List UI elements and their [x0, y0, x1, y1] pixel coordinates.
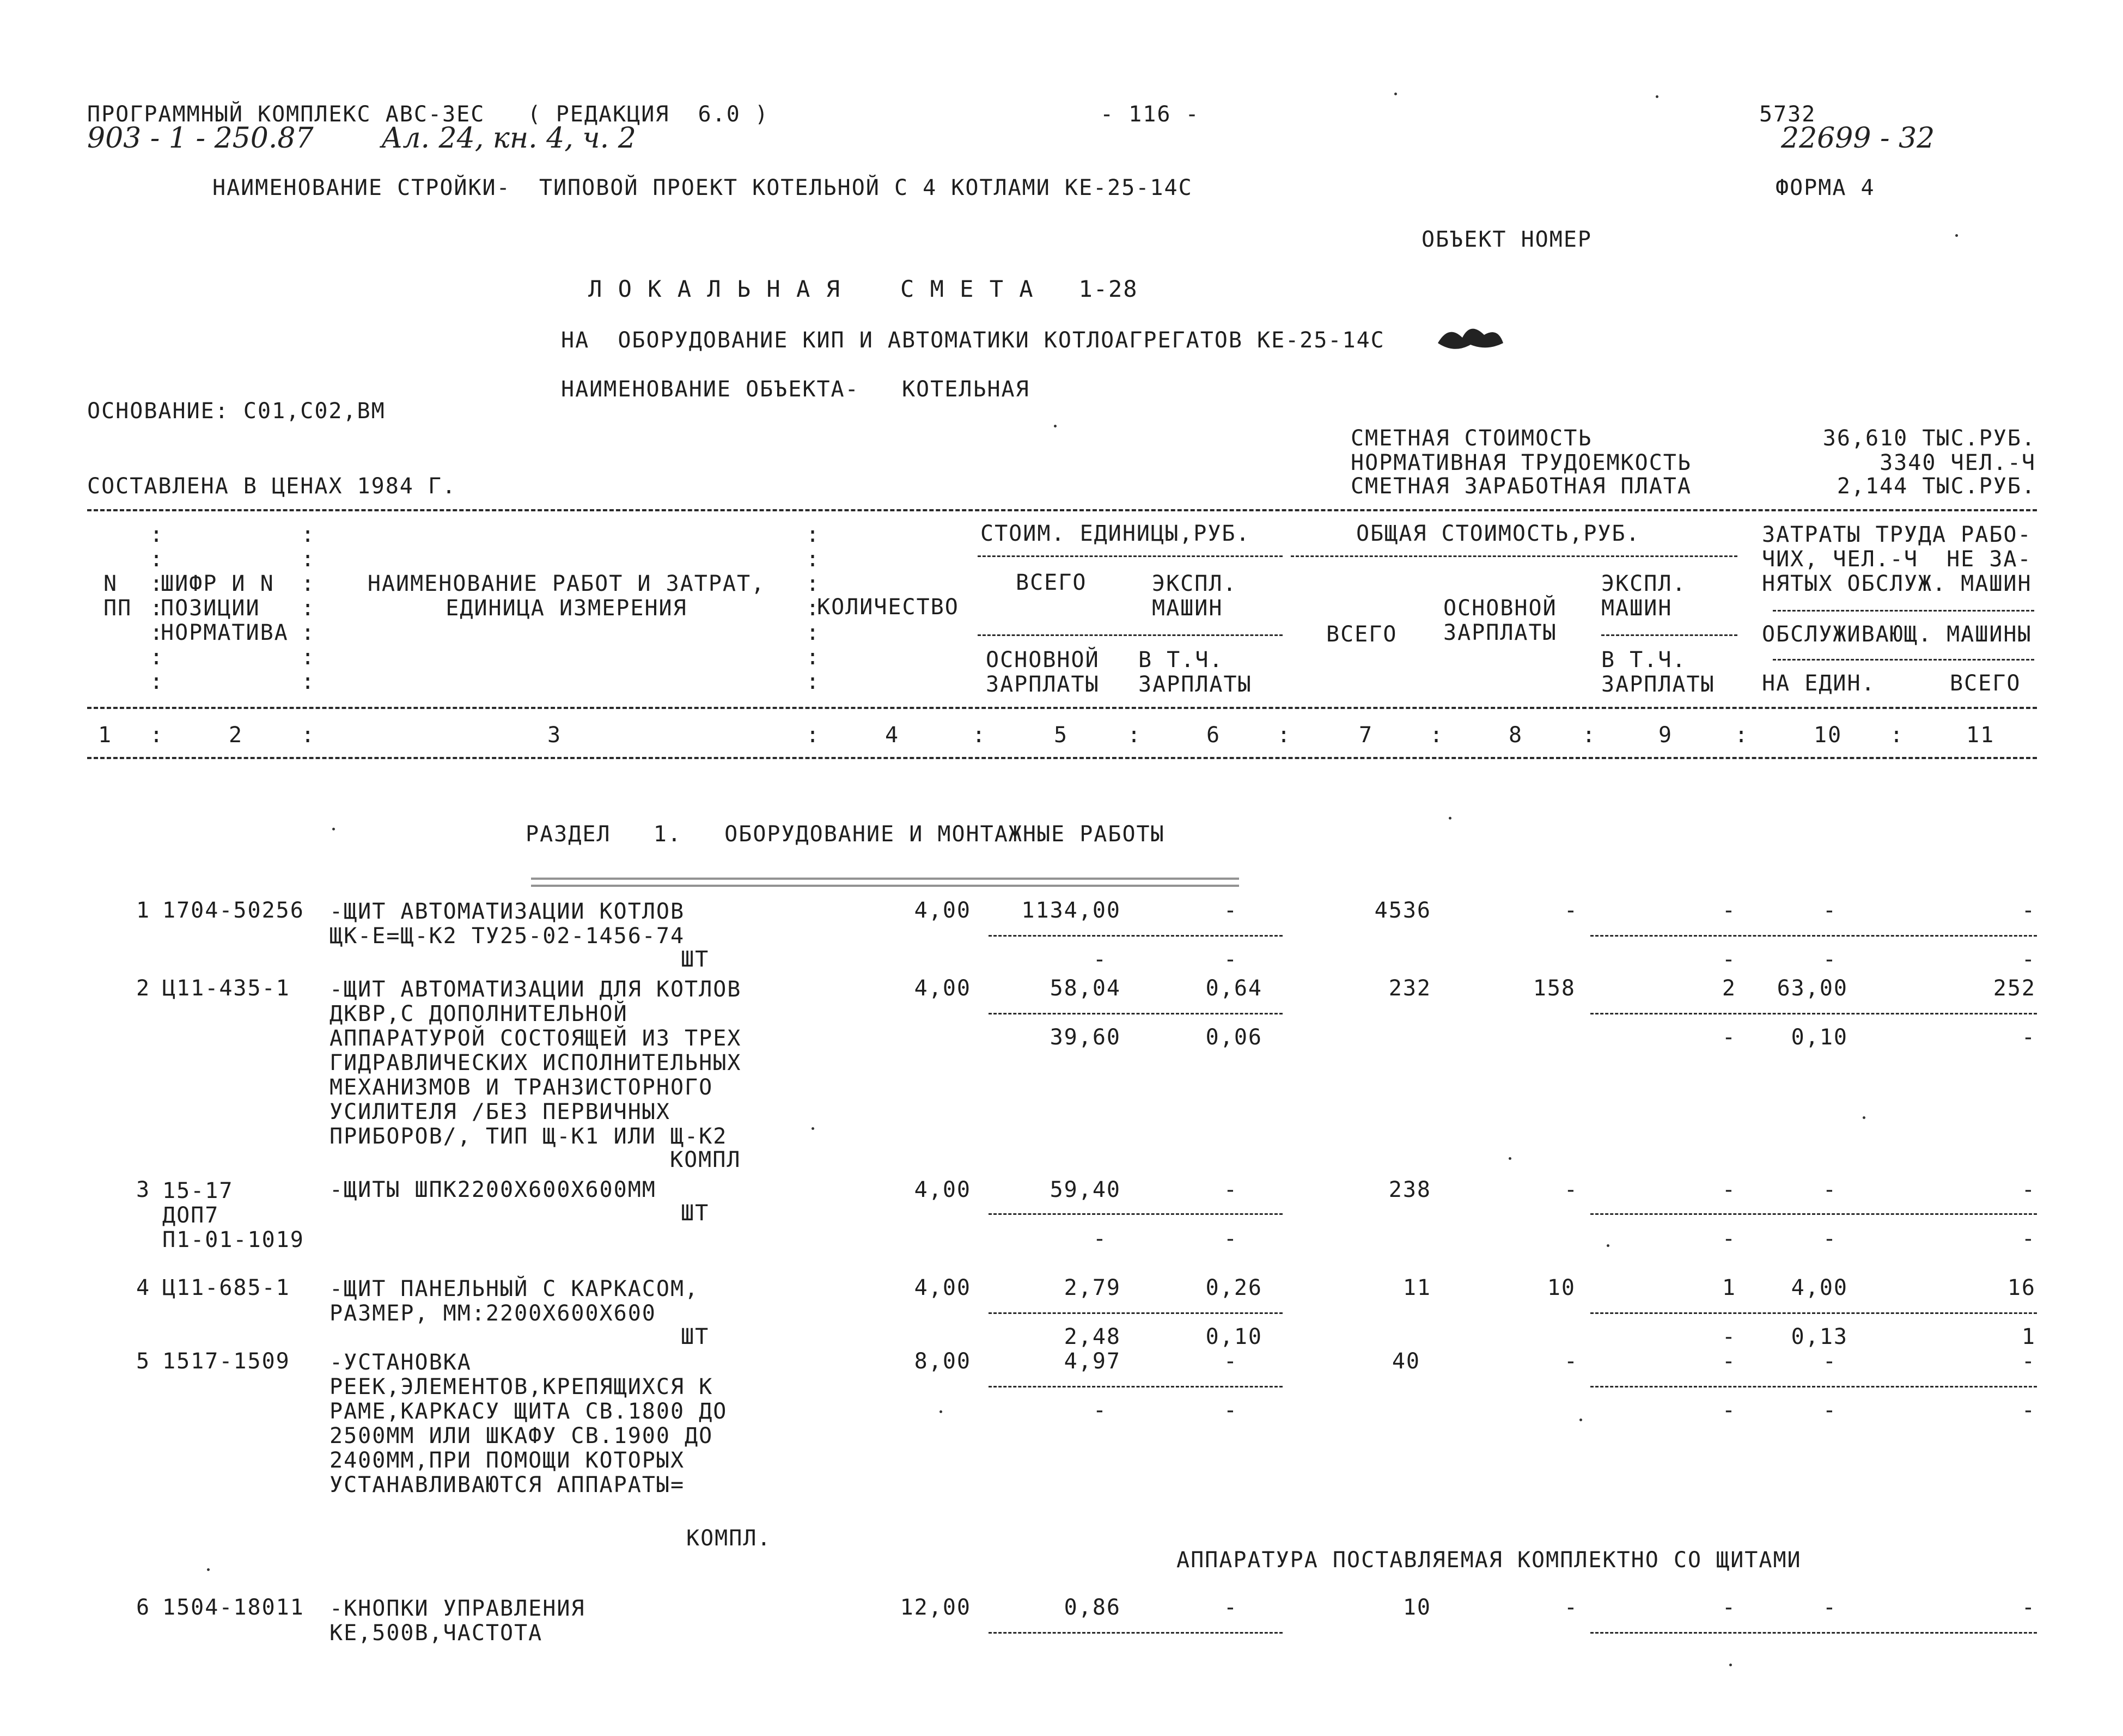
scan-speck [1863, 1116, 1865, 1119]
row-total-machines: 1 [1722, 1275, 1736, 1300]
row-number: 1 [136, 898, 151, 923]
row-total-mach-wage: - [1722, 947, 1736, 972]
row-total-machines: 2 [1722, 976, 1736, 1001]
row-unit-total: 0,86 [1064, 1595, 1121, 1620]
colnum-1: 1 [98, 723, 113, 748]
row-total-wage: - [1564, 898, 1578, 923]
colnum-4: 4 [885, 723, 900, 748]
row-unit-machines: - [1223, 1595, 1238, 1620]
sep-a: : : : : : : : [150, 522, 164, 694]
row-code: 1504-18011 [162, 1595, 304, 1620]
row-labor-unit: - [1822, 1177, 1837, 1202]
row-unit-mach-wage: - [1223, 1398, 1238, 1423]
section-underline-2 [531, 885, 1239, 887]
row-code: Ц11-435-1 [162, 976, 290, 1001]
row-labor-total: 16 [2007, 1275, 2036, 1300]
row-name: -КНОПКИ УПРАВЛЕНИЯ КЕ,500В,ЧАСТОТА [330, 1596, 585, 1646]
estimate-subject: НА ОБОРУДОВАНИЕ КИП И АВТОМАТИКИ КОТЛОАГРЕГАТОВ КЕ-25-14С [561, 328, 1385, 353]
section-underline [531, 878, 1239, 879]
hdr-rule-unit2 [978, 634, 1283, 636]
row-name: -ЩИТ АВТОМАТИЗАЦИИ ДЛЯ КОТЛОВ ДКВР,С ДОПОЛНИТЕЛЬНОЙ АППАРАТУРОЙ СОСТОЯЩЕЙ ИЗ ТРЕХ ГИДРАВЛИЧЕСКИХ ИСПОЛНИТЕЛЬНЫХ МЕХАНИЗМОВ И ТРАНЗИСТОРНОГО УСИЛИТЕЛЯ /БЕЗ ПЕРВИЧНЫХ ПРИБОРОВ/, ТИП Щ-К1 ИЛИ Щ-К2 [330, 977, 742, 1149]
header-unit-incl-wage: В Т.Ч. ЗАРПЛАТЫ [1138, 647, 1252, 697]
colnum-11: 11 [1966, 723, 1995, 748]
row-quantity: 4,00 [914, 976, 971, 1001]
hdr-rule-unit [978, 555, 1283, 557]
colnum-8: 8 [1509, 723, 1523, 748]
header-unit-machines: ЭКСПЛ. МАШИН [1152, 571, 1237, 621]
row-total-mach-wage: - [1722, 1226, 1736, 1251]
row-unit-mach-wage: 0,10 [1205, 1324, 1262, 1349]
hdr-rule-labor2 [1773, 659, 2034, 661]
row-labor-total-service: - [2021, 1025, 2036, 1050]
header-unit-total: ВСЕГО [1016, 570, 1087, 595]
row-name: -УСТАНОВКА РЕЕК,ЭЛЕМЕНТОВ,КРЕПЯЩИХСЯ К РАМЕ,КАРКАСУ ЩИТА СВ.1800 ДО 2500ММ ИЛИ ШКАФУ СВ.1900 ДО 2400ММ,ПРИ ПОМОЩИ КОТОРЫХ УСТАНАВЛИВАЮТСЯ АППАРАТЫ= [330, 1350, 728, 1497]
row-number: 3 [136, 1177, 151, 1202]
row-labor-total: - [2021, 1349, 2036, 1374]
form-label: ФОРМА 4 [1776, 175, 1875, 200]
header-total-incl-wage: В Т.Ч. ЗАРПЛАТЫ [1601, 647, 1715, 697]
row-total: 232 [1388, 976, 1431, 1001]
row-quantity: 4,00 [914, 1275, 971, 1300]
header-total-all: ВСЕГО [1326, 622, 1398, 647]
colnum-sep: : [150, 723, 164, 748]
row-labor-unit: 63,00 [1777, 976, 1848, 1001]
row-total: 238 [1388, 1177, 1431, 1202]
scan-speck [1449, 817, 1451, 820]
row-total-wage: 10 [1547, 1275, 1576, 1300]
row-code: 15-17 ДОП7 П1-01-1019 [162, 1178, 304, 1252]
summary-label-cost: СМЕТНАЯ СТОИМОСТЬ [1351, 426, 1593, 451]
summary-value-cost: 36,610 ТЫС.РУБ. [1822, 426, 2036, 451]
page-number: - 116 - [1100, 102, 1200, 127]
compiled-prices: СОСТАВЛЕНА В ЦЕНАХ 1984 Г. [87, 474, 457, 499]
colnum-9: 9 [1658, 723, 1673, 748]
row-unit-machines: - [1223, 1177, 1238, 1202]
row-unit: КОМПЛ [670, 1147, 741, 1172]
header-top-rule [87, 509, 2037, 511]
column-numbers-rule [87, 757, 2037, 759]
row-unit: КОМПЛ. [686, 1526, 772, 1551]
colnum-3: 3 [547, 723, 562, 748]
row-unit: ШТ [681, 947, 710, 972]
row-total-wage: - [1564, 1349, 1578, 1374]
row-labor-unit-service: - [1822, 947, 1837, 972]
scan-speck [332, 828, 335, 830]
header-unit-basic-wage: ОСНОВНОЙ ЗАРПЛАТЫ [986, 647, 1100, 697]
scan-speck [1656, 95, 1658, 98]
colnum-5: 5 [1054, 723, 1069, 748]
header-col-number: N ПП [103, 571, 132, 621]
row-labor-unit: - [1822, 1595, 1837, 1620]
hdr-rule-total2 [1601, 634, 1737, 636]
row-rule-total [1590, 1213, 2037, 1215]
row-number: 6 [136, 1595, 151, 1620]
row-total-machines: - [1722, 898, 1736, 923]
scan-speck [940, 1410, 942, 1413]
row-labor-unit-service: - [1822, 1398, 1837, 1423]
row-quantity: 12,00 [900, 1595, 971, 1620]
colnum-sep: : [1430, 723, 1444, 748]
summary-value-wage: 2,144 ТЫС.РУБ. [1837, 474, 2036, 499]
supplied-equipment-note: АППАРАТУРА ПОСТАВЛЯЕМАЯ КОМПЛЕКТНО СО ЩИТАМИ [1176, 1548, 1802, 1573]
row-total-wage: - [1564, 1177, 1578, 1202]
section-title: РАЗДЕЛ 1. ОБОРУДОВАНИЕ И МОНТАЖНЫЕ РАБОТЫ [526, 822, 1165, 847]
row-labor-total: - [2021, 1177, 2036, 1202]
hdr-rule-labor [1773, 610, 2034, 612]
row-unit-wage: - [1093, 947, 1107, 972]
row-labor-total-service: - [2021, 1226, 2036, 1251]
row-labor-total-service: - [2021, 1398, 2036, 1423]
row-code: 1517-1509 [162, 1349, 290, 1374]
row-unit-mach-wage: - [1223, 1226, 1238, 1251]
row-code: 1704-50256 [162, 898, 304, 923]
row-unit-total: 4,97 [1064, 1349, 1121, 1374]
row-labor-total: - [2021, 898, 2036, 923]
row-code: Ц11-685-1 [162, 1275, 290, 1300]
row-total-machines: - [1722, 1595, 1736, 1620]
scan-speck [1729, 1664, 1732, 1666]
header-labor-total: ВСЕГО [1950, 671, 2021, 696]
colnum-7: 7 [1359, 723, 1374, 748]
handwritten-project-code: 903 - 1 - 250.87 [87, 122, 314, 155]
handwritten-album-ref: Ал. 24, кн. 4, ч. 2 [381, 122, 636, 155]
row-rule-total [1590, 1632, 2037, 1634]
row-rule-unit [989, 1013, 1283, 1014]
row-number: 2 [136, 976, 151, 1001]
scan-speck [1394, 93, 1397, 95]
row-rule-total [1590, 1312, 2037, 1314]
row-labor-unit-service: 0,10 [1791, 1025, 1848, 1050]
row-rule-unit [989, 1312, 1283, 1314]
row-total: 40 [1392, 1349, 1420, 1374]
header-labor: ЗАТРАТЫ ТРУДА РАБО- ЧИХ, ЧЕЛ.-Ч НЕ ЗА- НЯТЫХ ОБСЛУЖ. МАШИН [1762, 522, 2032, 596]
row-unit-total: 1134,00 [1021, 898, 1121, 923]
header-unit-cost: СТОИМ. ЕДИНИЦЫ,РУБ. [980, 521, 1250, 546]
scan-speck [812, 1127, 814, 1130]
estimate-title: Л О К А Л Ь Н А Я С М Е Т А 1-28 [588, 276, 1138, 302]
summary-label-wage: СМЕТНАЯ ЗАРАБОТНАЯ ПЛАТА [1351, 474, 1692, 499]
row-rule-unit [989, 935, 1283, 937]
row-quantity: 4,00 [914, 898, 971, 923]
colnum-sep: : [1582, 723, 1597, 748]
row-unit-total: 58,04 [1050, 976, 1121, 1001]
header-col-name: НАИМЕНОВАНИЕ РАБОТ И ЗАТРАТ, ЕДИНИЦА ИЗМЕРЕНИЯ [367, 571, 766, 621]
row-unit-total: 59,40 [1050, 1177, 1121, 1202]
scan-speck [1054, 425, 1057, 427]
summary-value-labor: 3340 ЧЕЛ.-Ч [1880, 450, 2036, 475]
colnum-sep: : [806, 723, 821, 748]
summary-label-labor: НОРМАТИВНАЯ ТРУДОЕМКОСТЬ [1351, 450, 1692, 475]
row-unit: ШТ [681, 1201, 710, 1226]
row-unit-total: 2,79 [1064, 1275, 1121, 1300]
row-number: 5 [136, 1349, 151, 1374]
row-unit-machines: - [1223, 898, 1238, 923]
row-rule-unit [989, 1213, 1283, 1215]
colnum-6: 6 [1206, 723, 1221, 748]
header-total-cost: ОБЩАЯ СТОИМОСТЬ,РУБ. [1356, 521, 1640, 546]
row-total-machines: - [1722, 1349, 1736, 1374]
sep-b: : : : : : : : [301, 522, 316, 694]
row-unit-machines: 0,26 [1205, 1275, 1262, 1300]
row-labor-total-service: 1 [2021, 1324, 2036, 1349]
row-total-machines: - [1722, 1177, 1736, 1202]
row-unit: ШТ [681, 1324, 710, 1349]
row-name: -ЩИТЫ ШПК2200Х600Х600ММ [330, 1177, 656, 1202]
row-unit-wage: - [1093, 1226, 1107, 1251]
scan-speck [1955, 234, 1958, 237]
colnum-sep: : [1277, 723, 1292, 748]
colnum-2: 2 [229, 723, 243, 748]
header-col-code: ШИФР И N ПОЗИЦИИ НОРМАТИВА [161, 571, 289, 645]
row-unit-mach-wage: - [1223, 947, 1238, 972]
construction-name: НАИМЕНОВАНИЕ СТРОЙКИ- ТИПОВОЙ ПРОЕКТ КОТЕЛЬНОЙ С 4 КОТЛАМИ КЕ-25-14С [212, 175, 1193, 200]
row-total-wage: 158 [1533, 976, 1576, 1001]
colnum-10: 10 [1814, 723, 1843, 748]
row-name: -ЩИТ ПАНЕЛЬНЫЙ С КАРКАСОМ, РАЗМЕР, ММ:2200Х600Х600 [330, 1276, 699, 1326]
header-total-machines: ЭКСПЛ. МАШИН [1601, 571, 1687, 621]
header-col-quantity: КОЛИЧЕСТВО [817, 595, 959, 620]
scan-speck [1579, 1419, 1582, 1421]
row-total-mach-wage: - [1722, 1324, 1736, 1349]
object-number-label: ОБЪЕКТ НОМЕР [1422, 227, 1592, 252]
row-total: 4536 [1374, 898, 1431, 923]
scan-speck [207, 1568, 210, 1571]
row-unit-wage: 2,48 [1064, 1324, 1121, 1349]
row-unit-machines: 0,64 [1205, 976, 1262, 1001]
colnum-sep: : [972, 723, 987, 748]
row-name: -ЩИТ АВТОМАТИЗАЦИИ КОТЛОВ ЩК-Е=Щ-К2 ТУ25-02-1456-74 [330, 899, 685, 949]
scan-speck [1509, 1157, 1511, 1160]
colnum-sep: : [1735, 723, 1749, 748]
hdr-rule-total [1291, 555, 1737, 557]
row-total: 11 [1402, 1275, 1431, 1300]
row-unit-wage: - [1093, 1398, 1107, 1423]
program-header: ПРОГРАММНЫЙ КОМПЛЕКС АВС-3ЕС ( РЕДАКЦИЯ 6.0 ) [87, 102, 769, 127]
row-total-mach-wage: - [1722, 1025, 1736, 1050]
sep-c: : : : : : : : [806, 522, 821, 694]
row-labor-total: - [2021, 1595, 2036, 1620]
header-total-basic-wage: ОСНОВНОЙ ЗАРПЛАТЫ [1443, 596, 1557, 645]
basis: ОСНОВАНИЕ: С01,С02,ВМ [87, 399, 386, 424]
archive-number: 5732 [1759, 102, 1816, 127]
row-unit-machines: - [1223, 1349, 1238, 1374]
row-unit-mach-wage: 0,06 [1205, 1025, 1262, 1050]
row-rule-total [1590, 935, 2037, 937]
row-unit-wage: 39,60 [1050, 1025, 1121, 1050]
row-rule-total [1590, 1013, 2037, 1014]
row-total-wage: - [1564, 1595, 1578, 1620]
colnum-sep: : [301, 723, 316, 748]
row-labor-unit-service: - [1822, 1226, 1837, 1251]
row-total-mach-wage: - [1722, 1398, 1736, 1423]
row-quantity: 8,00 [914, 1349, 971, 1374]
header-bottom-rule [87, 707, 2037, 709]
scan-speck [1607, 1244, 1609, 1247]
row-labor-total: 252 [1993, 976, 2036, 1001]
ink-blot [1432, 319, 1509, 357]
header-labor-per-unit: НА ЕДИН. [1762, 671, 1876, 696]
row-rule-unit [989, 1632, 1283, 1634]
row-labor-unit: - [1822, 898, 1837, 923]
header-labor-service: ОБСЛУЖИВАЮЩ. МАШИНЫ [1762, 622, 2032, 647]
colnum-sep: : [1127, 723, 1142, 748]
row-quantity: 4,00 [914, 1177, 971, 1202]
row-number: 4 [136, 1275, 151, 1300]
row-labor-unit: - [1822, 1349, 1837, 1374]
handwritten-inventory-code: 22699 - 32 [1781, 122, 1935, 155]
row-labor-unit-service: 0,13 [1791, 1324, 1848, 1349]
row-labor-unit: 4,00 [1791, 1275, 1848, 1300]
row-rule-total [1590, 1386, 2037, 1387]
row-total: 10 [1402, 1595, 1431, 1620]
row-rule-unit [989, 1386, 1283, 1387]
colnum-sep: : [1890, 723, 1905, 748]
row-labor-total-service: - [2021, 947, 2036, 972]
object-name: НАИМЕНОВАНИЕ ОБЪЕКТА- КОТЕЛЬНАЯ [561, 377, 1030, 402]
